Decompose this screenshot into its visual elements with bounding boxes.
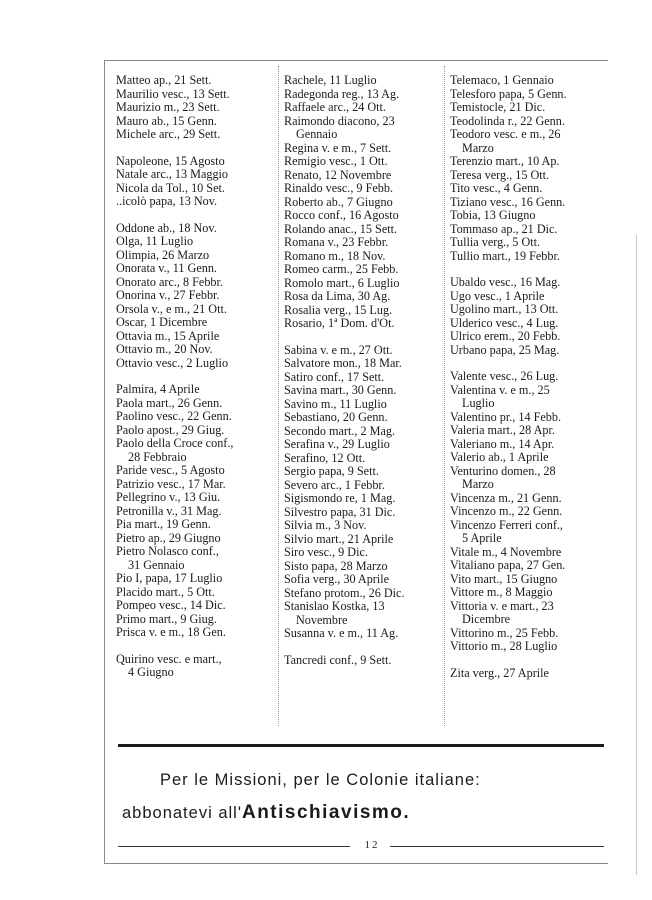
name-day-entry bbox=[284, 290, 444, 304]
entry-text: Rolando anac., 15 Sett. bbox=[284, 221, 398, 236]
entry-text: Placido mart., 5 Ott. bbox=[116, 584, 215, 599]
name-day-entry bbox=[450, 559, 604, 573]
entry-text: Pompeo vesc., 14 Dic. bbox=[116, 598, 226, 612]
entry-text: Ulrico erem., 20 Febb. bbox=[450, 329, 561, 343]
entry-text: Maurilio vesc., 13 Sett. bbox=[116, 86, 230, 101]
name-day-entry bbox=[116, 545, 278, 572]
name-day-entry bbox=[450, 573, 604, 587]
name-day-entry bbox=[450, 492, 604, 506]
name-day-entry bbox=[116, 155, 278, 169]
entry-text: Tullio mart., 19 Febbr. bbox=[450, 248, 560, 263]
entry-text: Vincenzo Ferreri conf., bbox=[450, 517, 563, 532]
name-day-entry bbox=[116, 249, 278, 263]
name-day-entry bbox=[284, 155, 444, 169]
name-day-entry bbox=[284, 479, 444, 493]
entry-text: Paolo apost., 29 Giug. bbox=[116, 422, 225, 437]
name-day-entry bbox=[450, 303, 604, 317]
name-day-entry bbox=[116, 653, 278, 680]
entry-text: Onorina v., 27 Febbr. bbox=[116, 288, 220, 302]
entry-text: Tito vesc., 4 Genn. bbox=[450, 181, 543, 195]
section-rule bbox=[118, 744, 604, 747]
name-day-entry bbox=[284, 263, 444, 277]
promo-prefix: abbonatevi all' bbox=[122, 804, 242, 822]
entry-text: Vittoria v. e mart., 23 bbox=[450, 598, 554, 613]
entry-text: Nicola da Tol., 10 Set. bbox=[116, 180, 225, 195]
name-day-entry bbox=[284, 101, 444, 115]
name-day-entry bbox=[116, 195, 278, 209]
entry-text: Teodoro vesc. e m., 26 bbox=[450, 127, 561, 141]
name-day-entry bbox=[116, 464, 278, 478]
name-day-entry bbox=[450, 411, 604, 425]
footer-rule-right bbox=[390, 846, 604, 847]
name-day-entry bbox=[284, 533, 444, 547]
name-day-entry bbox=[116, 532, 278, 546]
entry-text: Quirino vesc. e mart., bbox=[116, 651, 222, 666]
name-day-entry bbox=[450, 74, 604, 88]
column-separator bbox=[444, 66, 445, 726]
entry-text: Renato, 12 Novembre bbox=[284, 167, 392, 182]
names-column-t-z bbox=[450, 74, 604, 680]
name-day-entry bbox=[450, 236, 604, 250]
entry-text: Onorata v., 11 Genn. bbox=[116, 261, 217, 275]
entry-text: Vincenzo m., 22 Genn. bbox=[450, 504, 563, 518]
entry-text: Satiro conf., 17 Sett. bbox=[284, 369, 385, 384]
name-day-entry bbox=[284, 304, 444, 318]
entry-text: Vitaliano papa, 27 Gen. bbox=[450, 558, 566, 572]
entry-text: Ottavio m., 20 Nov. bbox=[116, 342, 213, 356]
name-day-entry bbox=[450, 115, 604, 129]
entry-text: Rosario, 1ª Dom. d'Ot. bbox=[284, 316, 395, 330]
name-day-entry bbox=[284, 546, 444, 560]
entry-text: Sisto papa, 28 Marzo bbox=[284, 558, 388, 573]
entry-text: Teresa verg., 15 Ott. bbox=[450, 167, 550, 182]
name-day-entry bbox=[116, 115, 278, 129]
name-day-entry bbox=[116, 478, 278, 492]
name-day-entry bbox=[284, 600, 444, 627]
entry-text: Romolo mart., 6 Luglio bbox=[284, 275, 400, 290]
entry-text: Rachele, 11 Luglio bbox=[284, 73, 377, 87]
entry-text: Ubaldo vesc., 16 Mag. bbox=[450, 275, 561, 289]
entry-text: Zita verg., 27 Aprile bbox=[450, 665, 549, 680]
entry-text: Mauro ab., 15 Genn. bbox=[116, 113, 217, 128]
name-day-entry bbox=[116, 316, 278, 330]
name-day-entry bbox=[116, 626, 278, 640]
entry-text: Serafina v., 29 Luglio bbox=[284, 437, 390, 451]
name-day-entry bbox=[116, 599, 278, 613]
name-day-entry bbox=[284, 411, 444, 425]
name-day-entry bbox=[116, 289, 278, 303]
name-day-entry bbox=[450, 128, 604, 155]
name-day-entry bbox=[284, 182, 444, 196]
entry-text: Paola mart., 26 Genn. bbox=[116, 395, 223, 410]
name-day-entry bbox=[284, 142, 444, 156]
entry-text: Sabina v. e m., 27 Ott. bbox=[284, 342, 393, 357]
entry-text: Primo mart., 9 Giug. bbox=[116, 611, 217, 626]
entry-text: Silvio mart., 21 Aprile bbox=[284, 531, 394, 546]
name-day-entry bbox=[450, 209, 604, 223]
entry-text: Sigismondo re, 1 Mag. bbox=[284, 491, 396, 505]
name-day-entry bbox=[284, 357, 444, 371]
name-day-entry bbox=[284, 492, 444, 506]
entry-text: Petronilla v., 31 Mag. bbox=[116, 503, 222, 518]
name-day-entry bbox=[450, 169, 604, 183]
entry-text: Orsola v., e m., 21 Ott. bbox=[116, 301, 227, 316]
name-day-entry bbox=[450, 505, 604, 519]
name-day-entry bbox=[450, 88, 604, 102]
entry-text: Valentina v. e m., 25 bbox=[450, 382, 550, 397]
name-day-entry bbox=[116, 168, 278, 182]
entry-text: Patrizio vesc., 17 Mar. bbox=[116, 476, 226, 491]
name-day-entry bbox=[450, 424, 604, 438]
name-day-entry bbox=[116, 101, 278, 115]
name-day-entry bbox=[450, 101, 604, 115]
name-day-entry bbox=[116, 613, 278, 627]
name-day-entry bbox=[450, 586, 604, 600]
entry-text: Oscar, 1 Dicembre bbox=[116, 315, 208, 329]
entry-continuation: Gennaio bbox=[296, 127, 338, 141]
name-day-entry bbox=[284, 438, 444, 452]
name-day-entry bbox=[116, 397, 278, 411]
name-day-entry bbox=[116, 410, 278, 424]
entry-text: Rocco conf., 16 Agosto bbox=[284, 208, 399, 222]
name-day-entry bbox=[116, 88, 278, 102]
entry-text: Savina mart., 30 Genn. bbox=[284, 383, 397, 397]
name-day-entry bbox=[116, 74, 278, 88]
entry-text: Rosa da Lima, 30 Ag. bbox=[284, 289, 391, 303]
name-day-entry bbox=[450, 155, 604, 169]
entry-text: Susanna v. e m., 11 Ag. bbox=[284, 626, 399, 640]
name-day-entry bbox=[284, 223, 444, 237]
entry-text: Telesforo papa, 5 Genn. bbox=[450, 86, 567, 101]
name-day-entry bbox=[116, 572, 278, 586]
column-separator bbox=[278, 66, 279, 726]
entry-text: Pellegrino v., 13 Giu. bbox=[116, 490, 221, 504]
name-day-entry bbox=[284, 169, 444, 183]
name-day-entry bbox=[450, 370, 604, 384]
name-day-entry bbox=[284, 398, 444, 412]
entry-text: Siro vesc., 9 Dic. bbox=[284, 545, 368, 559]
entry-text: Teodolinda r., 22 Genn. bbox=[450, 113, 565, 128]
entry-text: Silvia m., 3 Nov. bbox=[284, 518, 367, 532]
entry-text: Valente vesc., 26 Lug. bbox=[450, 369, 559, 383]
names-column-m-q bbox=[116, 74, 278, 680]
name-day-entry bbox=[284, 560, 444, 574]
entry-text: Valerio ab., 1 Aprile bbox=[450, 450, 549, 464]
entry-text: Vittorino m., 25 Febb. bbox=[450, 625, 559, 640]
name-day-entry bbox=[284, 627, 444, 641]
entry-text: Telemaco, 1 Gennaio bbox=[450, 73, 554, 87]
entry-text: Silvestro papa, 31 Dic. bbox=[284, 504, 396, 519]
entry-text: Olimpia, 26 Marzo bbox=[116, 247, 210, 262]
entry-text: Pietro ap., 29 Giugno bbox=[116, 530, 221, 545]
entry-text: Olga, 11 Luglio bbox=[116, 234, 194, 248]
name-day-entry bbox=[284, 236, 444, 250]
name-day-entry bbox=[284, 587, 444, 601]
entry-continuation: Marzo bbox=[462, 140, 494, 155]
entry-continuation: 31 Gennaio bbox=[128, 557, 185, 572]
entry-text: Natale arc., 13 Maggio bbox=[116, 167, 229, 181]
name-day-entry bbox=[116, 262, 278, 276]
entry-continuation: 4 Giugno bbox=[128, 665, 174, 679]
entry-text: Tancredi conf., 9 Sett. bbox=[284, 652, 392, 667]
entry-text: Paolo della Croce conf., bbox=[116, 436, 234, 450]
entry-text: Severo arc., 1 Febbr. bbox=[284, 477, 385, 492]
name-day-entry bbox=[450, 250, 604, 264]
name-day-entry bbox=[450, 290, 604, 304]
name-day-entry bbox=[116, 128, 278, 142]
name-day-entry bbox=[116, 586, 278, 600]
entry-text: Romano m., 18 Nov. bbox=[284, 248, 386, 263]
name-day-entry bbox=[284, 277, 444, 291]
name-day-entry bbox=[450, 182, 604, 196]
entry-text: Pia mart., 19 Genn. bbox=[116, 517, 211, 531]
entry-text: Paride vesc., 5 Agosto bbox=[116, 463, 225, 477]
entry-text: Maurizio m., 23 Sett. bbox=[116, 100, 220, 114]
name-day-entry bbox=[116, 437, 278, 464]
footer-rule-left bbox=[118, 846, 350, 847]
entry-text: Savino m., 11 Luglio bbox=[284, 396, 387, 411]
entry-text: Roberto ab., 7 Giugno bbox=[284, 194, 393, 209]
entry-text: Vittorio m., 28 Luglio bbox=[450, 639, 558, 653]
name-day-entry bbox=[284, 317, 444, 331]
entry-text: Ottavio vesc., 2 Luglio bbox=[116, 355, 229, 370]
name-day-entry bbox=[116, 276, 278, 290]
entry-text: Ottavia m., 15 Aprile bbox=[116, 328, 220, 343]
entry-text: Urbano papa, 25 Mag. bbox=[450, 342, 560, 357]
entry-text: Vito mart., 15 Giugno bbox=[450, 571, 558, 586]
entry-text: Rinaldo vesc., 9 Febb. bbox=[284, 181, 393, 195]
entry-text: Stefano protom., 26 Dic. bbox=[284, 585, 405, 600]
entry-text: Valeriano m., 14 Apr. bbox=[450, 436, 555, 451]
entry-text: Ugolino mart., 13 Ott. bbox=[450, 302, 559, 316]
name-day-entry bbox=[284, 519, 444, 533]
entry-continuation: Novembre bbox=[296, 612, 348, 627]
entry-text: Tobia, 13 Giugno bbox=[450, 208, 536, 222]
entry-text: Tommaso ap., 21 Dic. bbox=[450, 221, 558, 236]
name-day-entry bbox=[284, 209, 444, 223]
entry-text: Regina v. e m., 7 Sett. bbox=[284, 140, 392, 155]
entry-text: Valentino pr., 14 Febb. bbox=[450, 409, 562, 424]
name-day-entry bbox=[116, 424, 278, 438]
entry-continuation: 28 Febbraio bbox=[128, 449, 187, 464]
entry-text: Stanislao Kostka, 13 bbox=[284, 599, 385, 613]
name-day-entry bbox=[450, 317, 604, 331]
name-day-entry bbox=[116, 491, 278, 505]
entry-text: Raimondo diacono, 23 bbox=[284, 113, 395, 128]
entry-text: Romana v., 23 Febbr. bbox=[284, 235, 389, 249]
name-day-entry bbox=[450, 451, 604, 465]
page-footer bbox=[118, 840, 604, 852]
entry-text: Temistocle, 21 Dic. bbox=[450, 100, 546, 114]
name-day-entry bbox=[450, 384, 604, 411]
entry-continuation: Luglio bbox=[462, 396, 495, 410]
name-day-entry bbox=[284, 384, 444, 398]
entry-text: Vitale m., 4 Novembre bbox=[450, 544, 562, 559]
entry-text: Pietro Nolasco conf., bbox=[116, 544, 219, 558]
entry-text: Sebastiano, 20 Genn. bbox=[284, 410, 388, 424]
name-day-entry bbox=[116, 343, 278, 357]
entry-text: Venturino domen., 28 bbox=[450, 463, 556, 478]
entry-text: Pio I, papa, 17 Luglio bbox=[116, 571, 223, 585]
name-day-entry bbox=[284, 452, 444, 466]
entry-text: ..icolò papa, 13 Nov. bbox=[116, 194, 218, 208]
entry-text: Oddone ab., 18 Nov. bbox=[116, 220, 217, 235]
entry-text: Sergio papa, 9 Sett. bbox=[284, 464, 379, 478]
entry-text: Ugo vesc., 1 Aprile bbox=[450, 288, 545, 303]
name-day-entry bbox=[284, 573, 444, 587]
name-day-entry bbox=[284, 425, 444, 439]
name-day-entry bbox=[450, 465, 604, 492]
entry-text: Napoleone, 15 Agosto bbox=[116, 153, 225, 168]
name-day-entry bbox=[284, 115, 444, 142]
name-day-entry bbox=[450, 519, 604, 546]
entry-text: Terenzio mart., 10 Ap. bbox=[450, 154, 560, 168]
name-day-entry bbox=[284, 654, 444, 668]
entry-continuation: Marzo bbox=[462, 477, 494, 491]
name-day-entry bbox=[284, 88, 444, 102]
entry-text: Salvatore mon., 18 Mar. bbox=[284, 356, 402, 370]
entry-text: Vittore m., 8 Maggio bbox=[450, 585, 553, 599]
name-day-entry bbox=[116, 222, 278, 236]
name-day-entry bbox=[450, 276, 604, 290]
name-day-entry bbox=[116, 383, 278, 397]
name-day-entry bbox=[450, 667, 604, 681]
names-column-r-t bbox=[284, 74, 444, 667]
entry-continuation: Dicembre bbox=[462, 612, 511, 626]
name-day-entry bbox=[450, 546, 604, 560]
entry-text: Palmira, 4 Aprile bbox=[116, 382, 200, 396]
entry-text: Radegonda reg., 13 Ag. bbox=[284, 86, 400, 101]
name-day-entry bbox=[450, 627, 604, 641]
entry-text: Ulderico vesc., 4 Lug. bbox=[450, 315, 559, 330]
entry-text: Matteo ap., 21 Sett. bbox=[116, 73, 212, 87]
entry-continuation: 5 Aprile bbox=[462, 531, 502, 545]
name-day-entry bbox=[284, 465, 444, 479]
name-day-entry bbox=[284, 196, 444, 210]
entry-text: Tullia verg., 5 Ott. bbox=[450, 235, 541, 249]
name-day-entry bbox=[450, 196, 604, 210]
entry-text: Sofia verg., 30 Aprile bbox=[284, 572, 390, 586]
name-day-entry bbox=[284, 344, 444, 358]
entry-text: Rosalia verg., 15 Lug. bbox=[284, 302, 393, 317]
name-day-entry bbox=[284, 371, 444, 385]
entry-text: Secondo mart., 2 Mag. bbox=[284, 423, 396, 438]
entry-text: Prisca v. e m., 18 Gen. bbox=[116, 625, 226, 639]
name-day-entry bbox=[116, 518, 278, 532]
entry-text: Serafino, 12 Ott. bbox=[284, 450, 366, 465]
name-day-entry bbox=[116, 182, 278, 196]
promo-magazine-name: Antischiavismo. bbox=[241, 802, 411, 823]
name-day-entry bbox=[284, 250, 444, 264]
entry-text: Onorato arc., 8 Febbr. bbox=[116, 274, 223, 289]
page-number: 12 bbox=[364, 839, 380, 851]
promo-line-1: Per le Missioni, per le Colonie italiane: bbox=[160, 771, 481, 789]
name-day-entry bbox=[450, 223, 604, 237]
name-day-entry bbox=[116, 235, 278, 249]
entry-text: Raffaele arc., 24 Ott. bbox=[284, 100, 386, 114]
entry-text: Tiziano vesc., 16 Genn. bbox=[450, 194, 566, 209]
name-day-entry bbox=[450, 344, 604, 358]
name-day-entry bbox=[116, 505, 278, 519]
name-day-entry bbox=[116, 330, 278, 344]
name-day-entry bbox=[450, 640, 604, 654]
name-day-entry bbox=[116, 357, 278, 371]
promo-line-2 bbox=[122, 802, 608, 824]
entry-text: Valeria mart., 28 Apr. bbox=[450, 423, 555, 437]
name-day-entry bbox=[284, 506, 444, 520]
entry-text: Vincenza m., 21 Genn. bbox=[450, 490, 562, 505]
entry-text: Remigio vesc., 1 Ott. bbox=[284, 154, 388, 168]
name-day-entry bbox=[116, 303, 278, 317]
name-day-entry bbox=[450, 600, 604, 627]
entry-text: Paolino vesc., 22 Genn. bbox=[116, 409, 232, 423]
entry-text: Michele arc., 29 Sett. bbox=[116, 127, 221, 141]
name-day-entry bbox=[450, 330, 604, 344]
name-day-entry bbox=[450, 438, 604, 452]
name-day-entry bbox=[284, 74, 444, 88]
entry-text: Romeo carm., 25 Febb. bbox=[284, 262, 399, 276]
